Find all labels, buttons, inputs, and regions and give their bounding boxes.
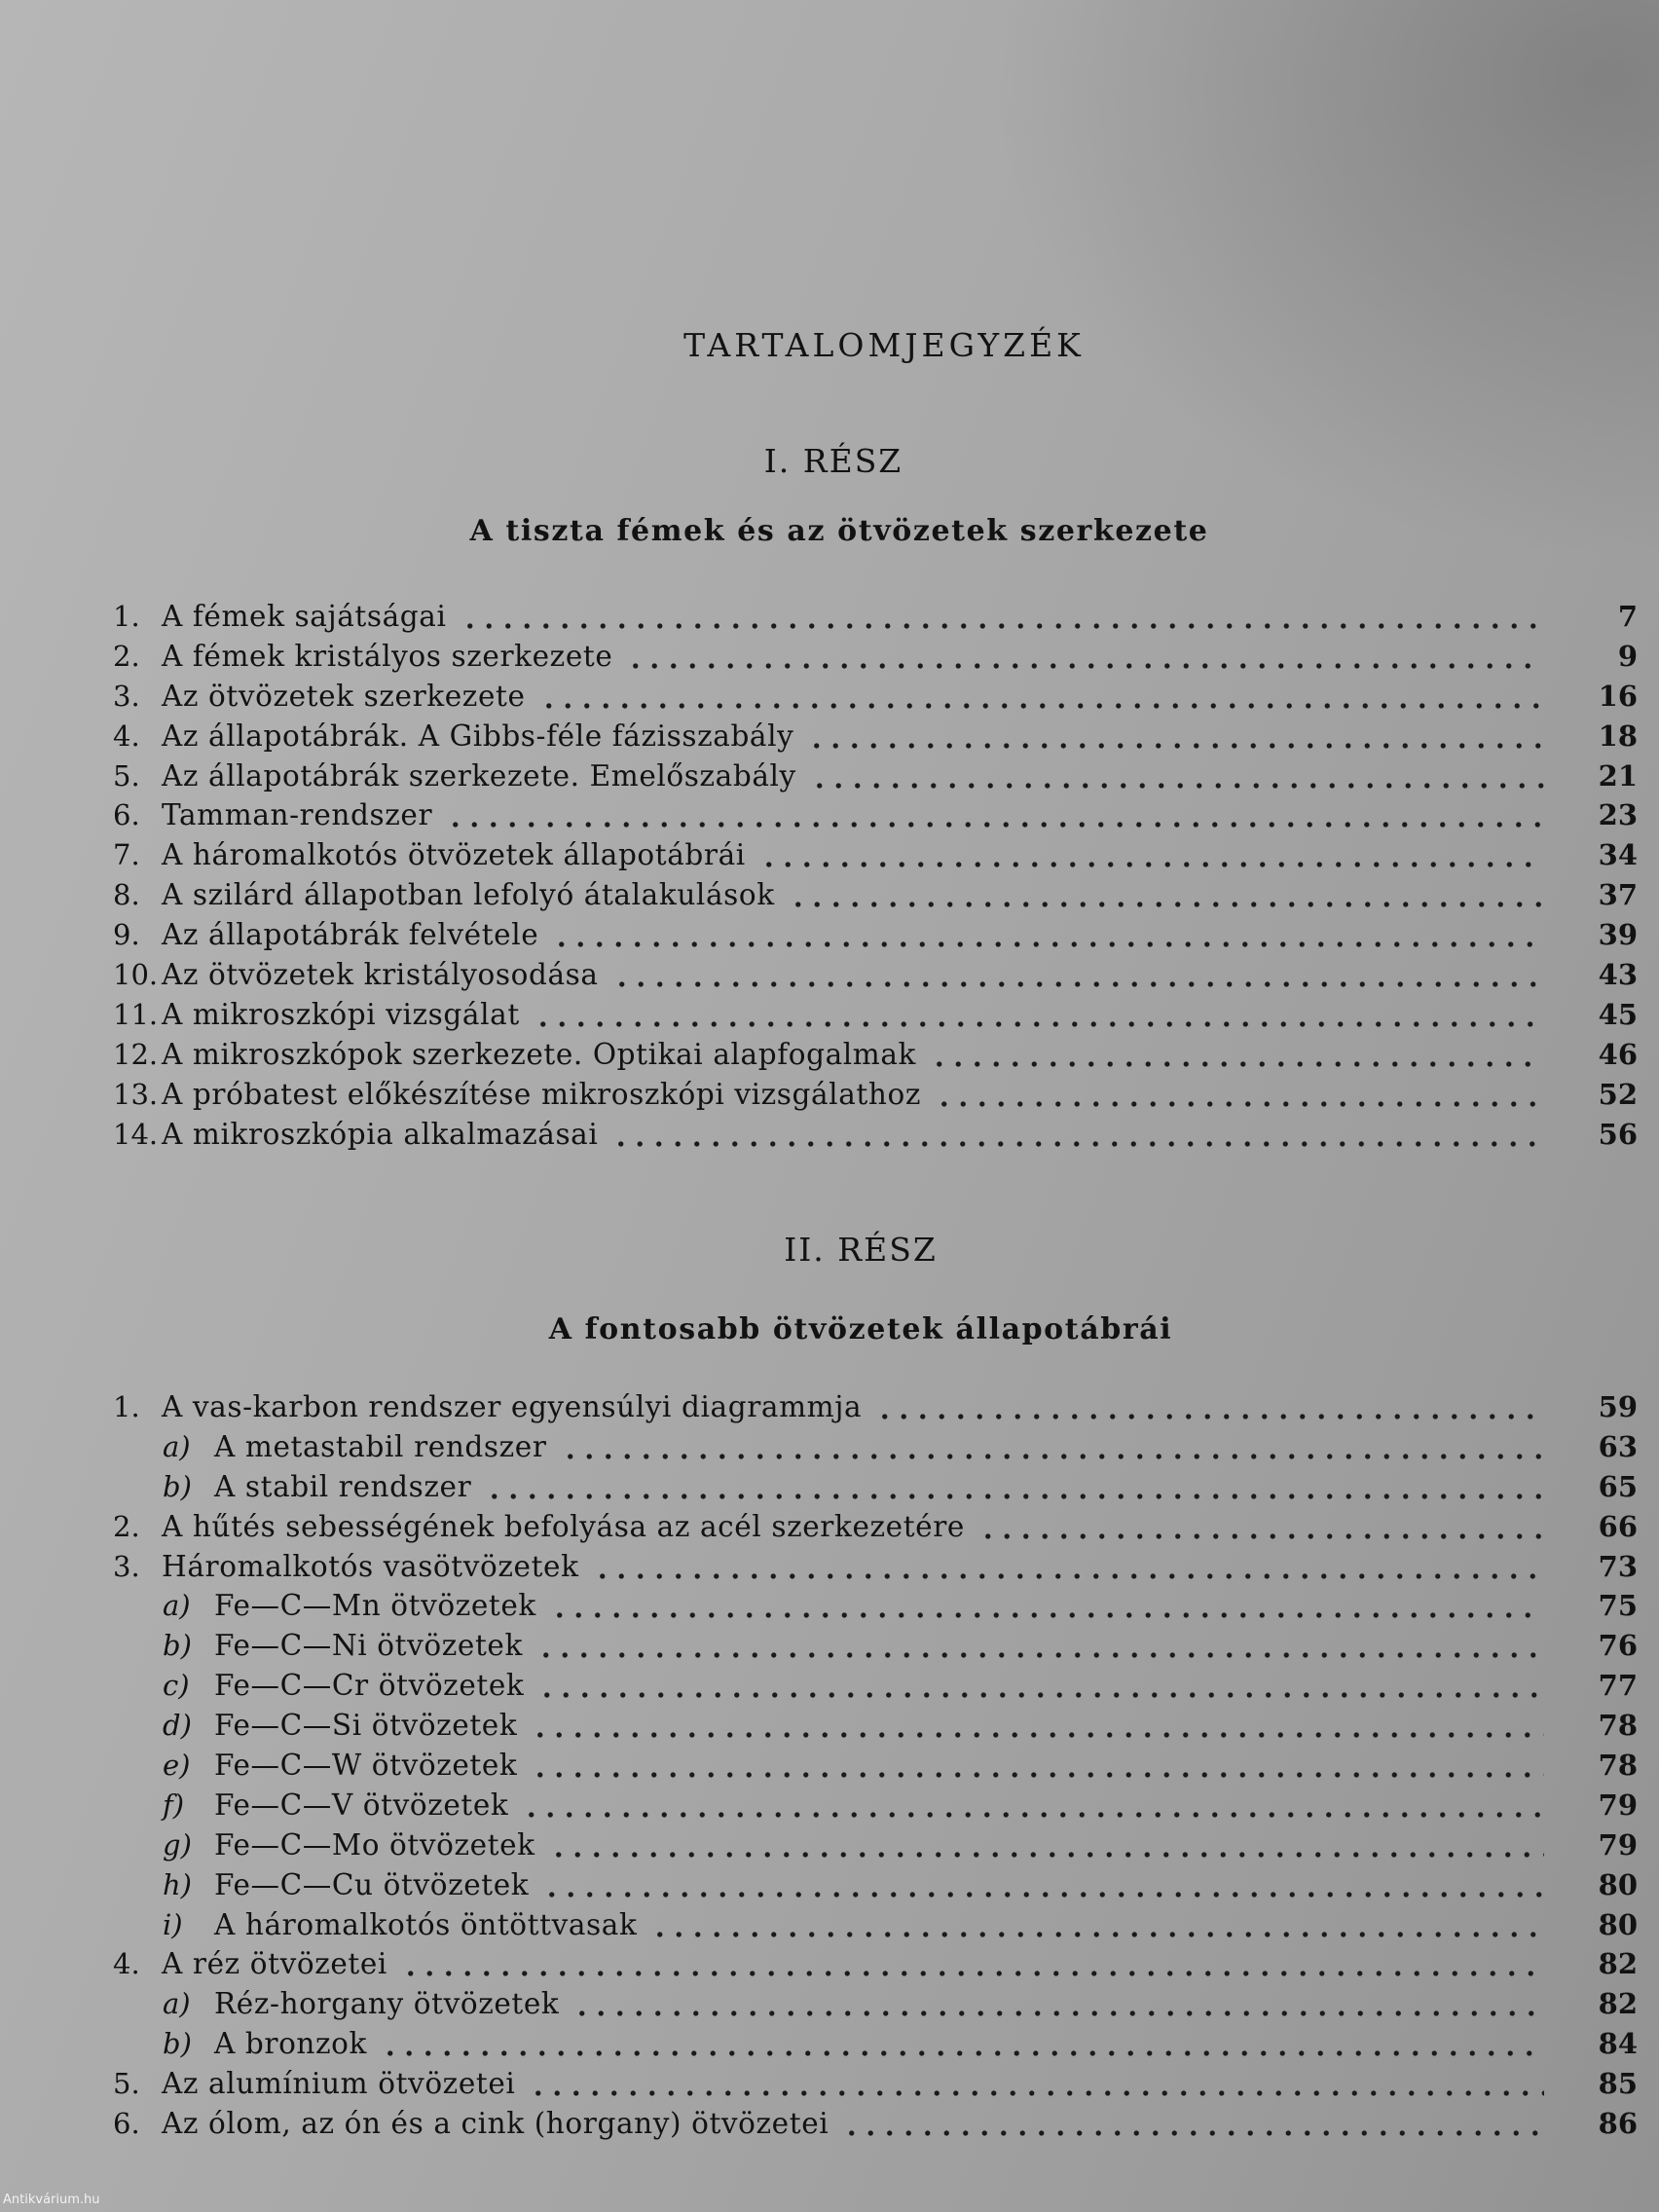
entry-title: Tamman-rendszer [162,798,433,832]
entry-number: 3. [113,679,140,713]
entry-title: A stabil rendszer [214,1469,472,1503]
page-title: TARTALOMJEGYZÉK [683,326,1085,364]
toc-entry [113,1115,1638,1155]
entry-page: 77 [1598,1669,1638,1703]
part-2-subtitle: A fontosabb ötvözetek állapotábrái [548,1312,1173,1346]
toc-entry [113,2064,1638,2104]
entry-page: 73 [1598,1549,1638,1583]
entry-letter: b) [163,2027,192,2061]
entry-title: A réz ötvözetei [162,1947,387,1981]
entry-letter: c) [163,1669,190,1703]
entry-number: 13. [113,1077,159,1111]
entry-title: Az ötvözetek kristályosodása [162,958,599,992]
entry-number: 1. [113,1390,140,1423]
entry-letter: b) [163,1629,192,1663]
dot-leader [401,1944,1544,1984]
part-2-heading: II. RÉSZ [784,1231,938,1269]
dot-leader [978,1507,1544,1547]
watermark: Antikvárium.hu [3,2193,100,2207]
entry-title: Az alumínium ötvözetei [162,2067,516,2101]
entry-number: 5. [113,758,140,793]
toc-subentry [113,1905,1638,1945]
entry-title: Fe—C—Si ötvözetek [214,1709,518,1743]
dot-leader [930,1035,1544,1075]
entry-page: 16 [1598,679,1638,713]
entry-page: 65 [1598,1469,1638,1503]
dot-leader [531,1746,1544,1786]
toc-entry [113,1387,1638,1427]
entry-page: 80 [1598,1907,1638,1941]
dot-leader [593,1547,1544,1587]
entry-number: 11. [113,997,159,1031]
toc-entry [113,2104,1638,2144]
entry-page: 43 [1598,958,1638,992]
dot-leader [611,1115,1544,1155]
dot-leader [461,597,1545,637]
part-1-subtitle: A tiszta fémek és az ötvözetek szerkezete [469,514,1209,548]
entry-title: Fe—C—Mn ötvözetek [214,1589,536,1623]
entry-letter: i) [163,1907,183,1941]
entry-page: 80 [1598,1867,1638,1901]
part-1-contents [113,597,1638,1154]
entry-page: 59 [1598,1390,1638,1423]
entry-page: 63 [1598,1429,1638,1463]
toc-entry [113,1507,1638,1547]
entry-title: Fe—C—Cu ötvözetek [214,1867,530,1901]
entry-letter: f) [163,1788,185,1822]
entry-title: A metastabil rendszer [214,1429,547,1463]
dot-leader [446,795,1544,835]
entry-number: 5. [113,2067,140,2101]
toc-entry [113,717,1638,756]
entry-title: Fe—C—Cr ötvözetek [214,1669,525,1703]
toc-entry [113,597,1638,637]
entry-title: Háromalkotós vasötvözetek [162,1549,579,1583]
dot-leader [536,1626,1544,1666]
toc-subentry [113,1666,1638,1706]
entry-title: Fe—C—V ötvözetek [214,1788,509,1822]
entry-number: 2. [113,1509,140,1543]
entry-title: A mikroszkópia alkalmazásai [162,1117,599,1151]
entry-title: A mikroszkópi vizsgálat [162,997,520,1031]
entry-number: 9. [113,918,140,952]
dot-leader [572,1984,1544,2024]
dot-leader [542,1865,1544,1905]
entry-number: 14. [113,1117,159,1151]
entry-page: 7 [1617,600,1638,633]
entry-letter: b) [163,1469,192,1503]
entry-title: Az állapotábrák. A Gibbs-féle fázisszabály [162,719,794,753]
entry-number: 6. [113,2107,140,2141]
entry-page: 76 [1598,1629,1638,1663]
toc-subentry [113,1626,1638,1666]
entry-page: 45 [1598,997,1638,1031]
entry-page: 85 [1598,2067,1638,2101]
toc-entry [113,835,1638,875]
entry-letter: d) [163,1709,192,1743]
dot-leader [561,1427,1544,1467]
part-2-contents [113,1387,1638,2144]
toc-entry [113,875,1638,915]
entry-page: 39 [1598,918,1638,952]
entry-page: 78 [1598,1709,1638,1743]
entry-title: A mikroszkópok szerkezete. Optikai alapfogalmak [162,1037,917,1071]
entry-number: 4. [113,1947,140,1981]
entry-title: A fémek sajátságai [162,600,447,633]
entry-title: A háromalkotós öntöttvasak [214,1907,638,1941]
entry-title: A háromalkotós ötvözetek állapotábrái [162,838,746,872]
dot-leader [612,955,1544,995]
dot-leader [550,1586,1544,1626]
entry-number: 4. [113,719,140,753]
dot-leader [531,1706,1544,1746]
entry-number: 10. [113,958,159,992]
entry-title: Réz-horgany ötvözetek [214,1987,560,2021]
entry-page: 75 [1598,1589,1638,1623]
toc-subentry [113,1984,1638,2024]
entry-title: Az állapotábrák felvétele [162,918,539,952]
dot-leader [539,677,1544,717]
entry-page: 79 [1598,1827,1638,1862]
dot-leader [381,2024,1544,2064]
dot-leader [537,1666,1544,1706]
toc-subentry [113,1467,1638,1507]
entry-letter: g) [163,1827,192,1862]
entry-letter: e) [163,1749,191,1783]
toc-entry [113,1944,1638,1984]
dot-leader [552,915,1544,955]
entry-title: Az ólom, az ón és a cink (horgany) ötvözetei [162,2107,830,2141]
entry-title: Fe—C—Mo ötvözetek [214,1827,535,1862]
toc-entry [113,677,1638,717]
entry-page: 86 [1598,2107,1638,2141]
entry-letter: a) [163,1987,191,2021]
entry-page: 66 [1598,1509,1638,1543]
toc-entry [113,995,1638,1035]
entry-title: Fe—C—W ötvözetek [214,1749,518,1783]
entry-number: 3. [113,1549,140,1583]
toc-subentry [113,1427,1638,1467]
dot-leader [875,1387,1544,1427]
entry-title: A szilárd állapotban lefolyó átalakulások [162,878,775,912]
entry-number: 1. [113,600,140,633]
toc-entry [113,1075,1638,1115]
entry-title: Az ötvözetek szerkezete [162,679,526,713]
dot-leader [842,2104,1544,2144]
dot-leader [485,1467,1544,1507]
entry-letter: a) [163,1429,191,1463]
entry-number: 8. [113,878,140,912]
toc-entry [113,637,1638,677]
entry-title: A fémek kristályos szerkezete [162,639,613,673]
entry-letter: h) [163,1867,192,1901]
toc-entry [113,1547,1638,1587]
entry-number: 12. [113,1037,159,1071]
entry-page: 9 [1617,639,1638,673]
dot-leader [529,2064,1544,2104]
entry-page: 78 [1598,1749,1638,1783]
dot-leader [522,1786,1544,1825]
toc-entry [113,955,1638,995]
dot-leader [759,835,1544,875]
dot-leader [650,1905,1544,1945]
entry-page: 52 [1598,1077,1638,1111]
dot-leader [549,1825,1544,1865]
dot-leader [626,637,1544,677]
entry-page: 84 [1598,2027,1638,2061]
entry-title: A hűtés sebességének befolyása az acél szerkezetére [162,1509,965,1543]
toc-entry [113,795,1638,835]
entry-page: 37 [1598,878,1638,912]
toc-subentry [113,1865,1638,1905]
entry-page: 46 [1598,1037,1638,1071]
toc-subentry [113,1786,1638,1825]
toc-entry [113,1035,1638,1075]
toc-entry [113,915,1638,955]
entry-letter: a) [163,1589,191,1623]
toc-subentry [113,1746,1638,1786]
part-1-heading: I. RÉSZ [763,442,903,480]
toc-subentry [113,1586,1638,1626]
toc-entry [113,756,1638,796]
entry-number: 2. [113,639,140,673]
toc-subentry [113,1825,1638,1865]
entry-title: Az állapotábrák szerkezete. Emelőszabály [162,758,796,793]
entry-title: Fe—C—Ni ötvözetek [214,1629,523,1663]
dot-leader [935,1075,1544,1115]
dot-leader [810,756,1544,796]
dot-leader [534,995,1544,1035]
entry-page: 18 [1598,719,1638,753]
entry-page: 82 [1598,1947,1638,1981]
toc-subentry [113,1706,1638,1746]
entry-page: 34 [1598,838,1638,872]
entry-page: 82 [1598,1987,1638,2021]
entry-title: A próbatest előkészítése mikroszkópi vizsgálathoz [162,1077,921,1111]
entry-title: A vas-karbon rendszer egyensúlyi diagrammja [162,1390,863,1423]
entry-page: 79 [1598,1788,1638,1822]
entry-page: 23 [1598,798,1638,832]
dot-leader [807,717,1544,756]
entry-page: 21 [1598,758,1638,793]
entry-title: A bronzok [214,2027,368,2061]
dot-leader [789,875,1544,915]
entry-number: 6. [113,798,140,832]
entry-number: 7. [113,838,140,872]
entry-page: 56 [1598,1117,1638,1151]
toc-subentry [113,2024,1638,2064]
